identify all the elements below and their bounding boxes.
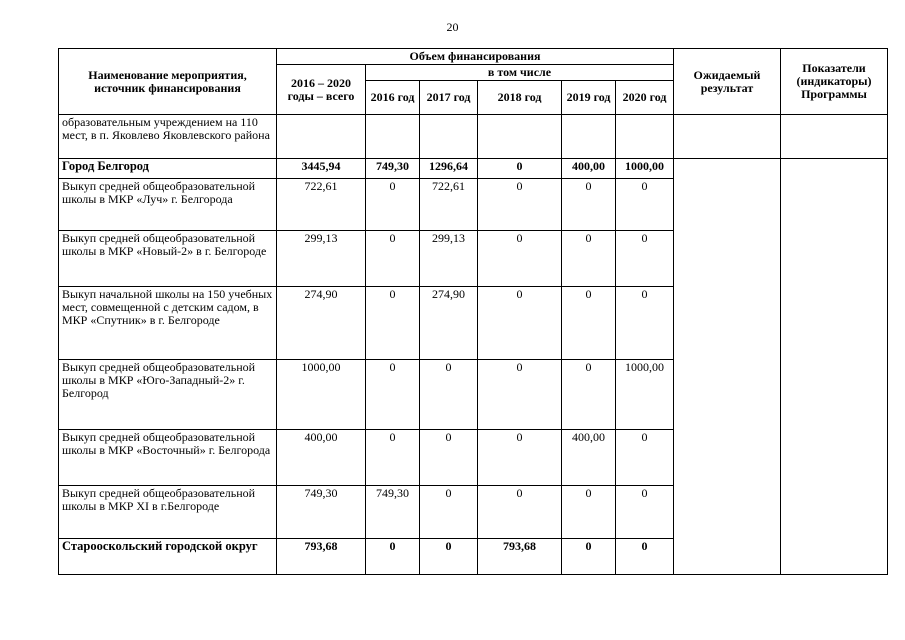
header-year-2020: 2020 год	[616, 81, 674, 115]
row-2020: 0	[616, 539, 674, 575]
row-2019: 0	[562, 360, 616, 430]
row-2016: 749,30	[366, 159, 420, 179]
row-name: Выкуп средней общеобразовательной школы в МКР «Юго-Западный-2» г. Белгород	[59, 360, 277, 430]
row-2016: 0	[366, 231, 420, 287]
row-total	[277, 115, 366, 159]
row-2018: 0	[478, 360, 562, 430]
row-2017: 722,61	[420, 179, 478, 231]
row-name: Выкуп средней общеобразовательной школы в МКР «Луч» г. Белгорода	[59, 179, 277, 231]
row-2018: 0	[478, 231, 562, 287]
row-2016: 0	[366, 179, 420, 231]
row-2017: 0	[420, 486, 478, 539]
row-2020: 1000,00	[616, 360, 674, 430]
row-2017: 0	[420, 360, 478, 430]
row-name: Выкуп начальной школы на 150 учебных мест, совмещенной с детским садом, в МКР «Спутник» в г. Белгороде	[59, 287, 277, 360]
header-expected-result: Ожидаемый результат	[674, 49, 781, 115]
row-2019: 0	[562, 287, 616, 360]
table-row	[59, 115, 888, 159]
table-row	[59, 159, 888, 179]
row-name: Старооскольский городской округ	[59, 539, 277, 575]
row-2017: 299,13	[420, 231, 478, 287]
row-2017: 1296,64	[420, 159, 478, 179]
expected-result-cell	[674, 159, 781, 575]
row-2020: 1000,00	[616, 159, 674, 179]
row-total: 299,13	[277, 231, 366, 287]
row-2019: 0	[562, 179, 616, 231]
header-year-2018: 2018 год	[478, 81, 562, 115]
row-total: 749,30	[277, 486, 366, 539]
row-2018: 0	[478, 287, 562, 360]
header-year-2019: 2019 год	[562, 81, 616, 115]
row-2018: 0	[478, 159, 562, 179]
row-2019: 400,00	[562, 159, 616, 179]
row-indicators	[781, 115, 888, 159]
row-expected-result	[674, 115, 781, 159]
row-2017: 0	[420, 430, 478, 486]
header-including: в том числе	[366, 65, 674, 81]
row-name: Выкуп средней общеобразовательной школы в МКР XI в г.Белгороде	[59, 486, 277, 539]
row-name: Выкуп средней общеобразовательной школы в МКР «Новый-2» в г. Белгороде	[59, 231, 277, 287]
header-funding-volume: Объем финансирования	[277, 49, 674, 65]
row-total: 3445,94	[277, 159, 366, 179]
row-2019: 0	[562, 486, 616, 539]
row-name: Выкуп средней общеобразовательной школы в МКР «Восточный» г. Белгорода	[59, 430, 277, 486]
row-2020	[616, 115, 674, 159]
row-2019: 400,00	[562, 430, 616, 486]
row-2020: 0	[616, 287, 674, 360]
header-name: Наименование мероприятия, источник финансирования	[59, 49, 277, 115]
row-2019	[562, 115, 616, 159]
row-2016	[366, 115, 420, 159]
row-total: 274,90	[277, 287, 366, 360]
row-2016: 0	[366, 360, 420, 430]
row-2018: 793,68	[478, 539, 562, 575]
row-2020: 0	[616, 430, 674, 486]
header-indicators: Показатели (индикаторы) Программы	[781, 49, 888, 115]
row-name: образовательным учреждением на 110 мест, в п. Яковлево Яковлевского района	[59, 115, 277, 159]
row-2017: 274,90	[420, 287, 478, 360]
header-year-2017: 2017 год	[420, 81, 478, 115]
row-2018: 0	[478, 179, 562, 231]
row-2019: 0	[562, 539, 616, 575]
row-2016: 0	[366, 539, 420, 575]
indicators-cell	[781, 159, 888, 575]
header-year-2016: 2016 год	[366, 81, 420, 115]
row-2016: 0	[366, 287, 420, 360]
row-2018: 0	[478, 430, 562, 486]
row-2016: 749,30	[366, 486, 420, 539]
row-2019: 0	[562, 231, 616, 287]
row-total: 722,61	[277, 179, 366, 231]
row-total: 400,00	[277, 430, 366, 486]
row-total: 1000,00	[277, 360, 366, 430]
row-2018: 0	[478, 486, 562, 539]
row-total: 793,68	[277, 539, 366, 575]
row-2020: 0	[616, 231, 674, 287]
header-total: 2016 – 2020 годы – всего	[277, 65, 366, 115]
row-name: Город Белгород	[59, 159, 277, 179]
row-2017: 0	[420, 539, 478, 575]
financing-table	[58, 48, 888, 575]
row-2017	[420, 115, 478, 159]
page-number: 20	[446, 20, 459, 34]
row-2018	[478, 115, 562, 159]
row-2020: 0	[616, 179, 674, 231]
row-2016: 0	[366, 430, 420, 486]
row-2020: 0	[616, 486, 674, 539]
